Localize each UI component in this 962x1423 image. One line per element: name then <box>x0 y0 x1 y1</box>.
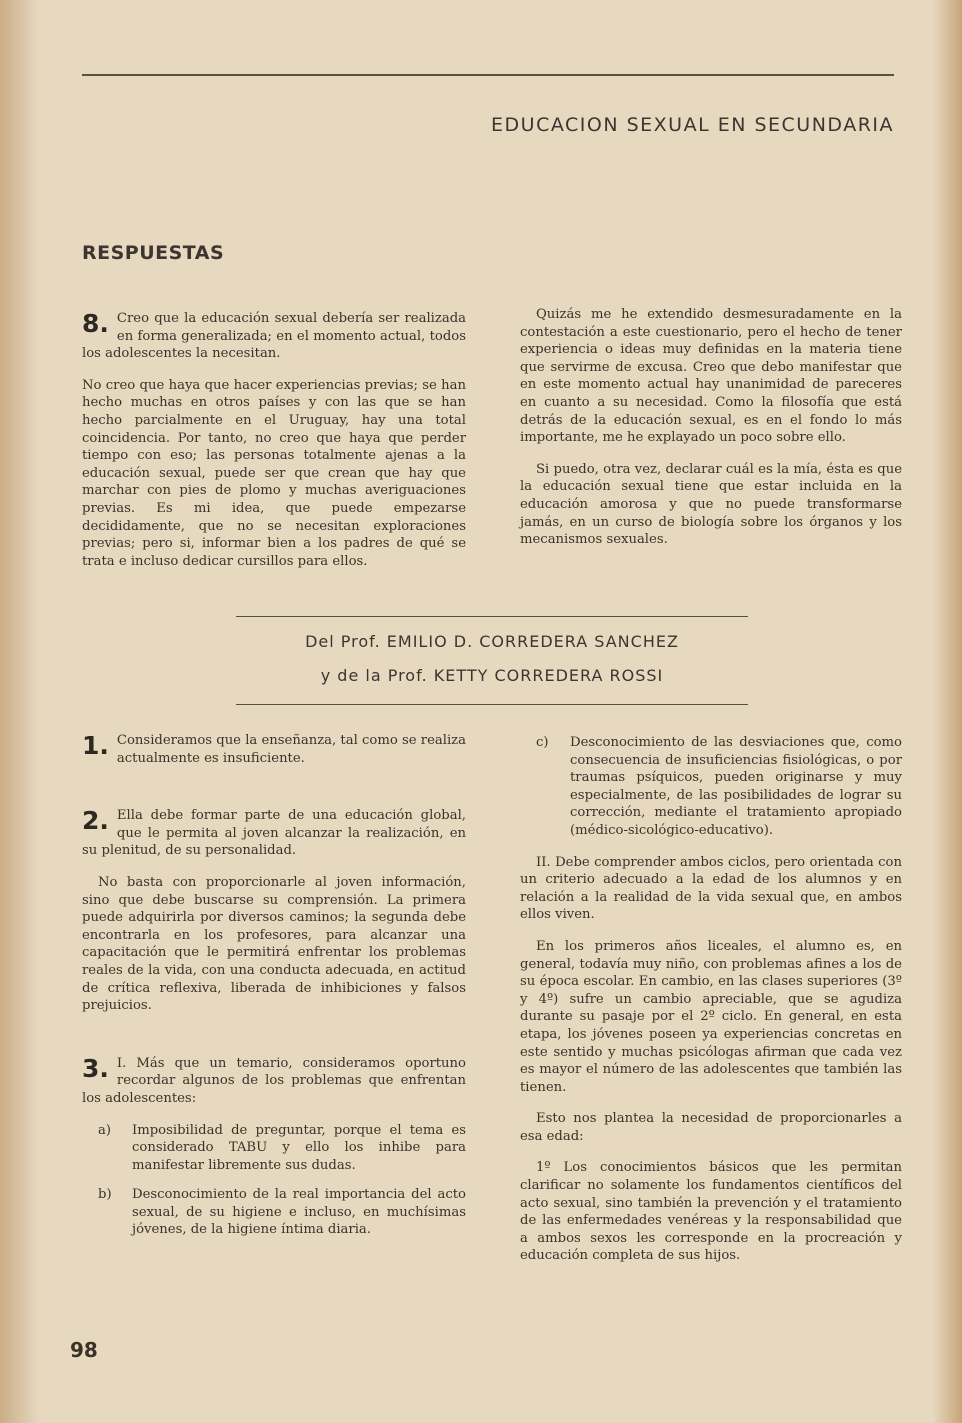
closing-paragraph-1: Quizás me he extendido desmesuradamente en la contestación a este cuestionario, pero el hecho de tener experiencia o ideas muy definidas en la materia tiene que servirme de excusa. Creo que debo manifestar que en este momento actual hay unanimidad de pareceres en cuanto a su necesidad. Como la filosofía que está detrás de la educación sexual, es en el fondo lo más importante, me he explayado un poco sobre ello. <box>520 307 902 446</box>
byline-top-rule <box>236 616 748 617</box>
answer-8-text: Creo que la educación sexual debería ser realizada en forma generalizada; en el momento actual, todos los adolescentes la necesitan. <box>82 311 466 362</box>
section-ii-paragraph-3: Esto nos plantea la necesidad de proporcionarles a esa edad: <box>520 1111 902 1144</box>
running-header-title: EDUCACION SEXUAL EN SECUNDARIA <box>491 114 894 136</box>
list-marker: b) <box>98 1187 112 1203</box>
block2-left-column <box>82 732 466 1251</box>
section-ii-paragraph-2: En los primeros años liceales, el alumno es, en general, todavía muy niño, con problemas afines a los de su época escolar. En cambio, en las clases superiores (3º y 4º) sufre un cambio apreciable, que se agudiza durante su pasaje por el 2º ciclo. En general, en esta etapa, los jóvenes poseen ya experiencias concretas en este sentido y muchas psicólogas afirman que cada vez es mayor el número de las adolescentes que también las tienen. <box>520 938 902 1095</box>
block1-right-column <box>520 306 902 563</box>
header-rule <box>82 74 894 76</box>
byline-bottom-rule <box>236 704 748 705</box>
block1-left-column <box>82 310 466 584</box>
answer-number-3: 3. <box>82 1053 109 1083</box>
list-item-text: Desconocimiento de la real importancia del acto sexual, de su higiene e incluso, en muchísimas jóvenes, de la higiene íntima diaria. <box>132 1187 466 1238</box>
answer-3-paragraph <box>82 1055 466 1108</box>
problem-list <box>82 1122 466 1240</box>
answer-3-text: I. Más que un temario, consideramos oportuno recordar algunos de los problemas que enfrentan los adolescentes: <box>82 1055 466 1106</box>
byline-line-2: y de la Prof. KETTY CORREDERA ROSSI <box>320 666 664 685</box>
answer-8-paragraph-2: No creo que haya que hacer experiencias previas; se han hecho muchas en otros países y con las que se han hecho parcialmente en el Uruguay, hay una total coincidencia. Por tanto, no creo que haya que perder tiempo con eso; las personas totalmente ajenas a la educación sexual, puede ser que crean que hay que marchar con pies de plomo y muchas averiguaciones previas. Es mi idea, que puede empezarse decididamente, que no se necesitan exploraciones previas; pero si, informar bien a los padres de qué se trata e incluso dedicar cursillos para ellos. <box>82 377 466 569</box>
list-item-text: Desconocimiento de las desviaciones que, como consecuencia de insuficiencias fisiológicas, o por traumas psíquicos, pueden originarse y muy especialmente, de las posibilidades de lograr su corrección, mediante el tratamiento apropiado (médico-sicológico-educativo). <box>570 735 902 838</box>
answer-2-paragraph-2: No basta con proporcionarle al joven información, sino que debe buscarse su comprensión. La primera puede adquirirla por diversos caminos; la segunda debe encontrarla en los profesores, para alcanzar una capacitación que le permitirá enfrentar los problemas reales de la vida, con una conducta adecuada, en actitud de crítica reflexiva, liberada de inhibiciones y falsos prejuicios. <box>82 874 466 1014</box>
answer-number-2: 2. <box>82 806 109 836</box>
list-marker: a) <box>98 1122 112 1138</box>
list-item <box>98 1186 466 1239</box>
list-marker: c) <box>536 735 549 750</box>
section-ii-paragraph: II. Debe comprender ambos ciclos, pero orientada con un criterio adecuado a la edad de los alumnos y en relación a la realidad de la vida sexual que, en ambos ellos viven. <box>520 854 902 923</box>
list-item-text: Imposibilidad de preguntar, porque el tema es considerado TABU y ello los inhibe para manifestar libremente sus dudas. <box>132 1122 466 1173</box>
answer-8-paragraph <box>82 310 466 363</box>
answer-number-8: 8. <box>82 309 109 338</box>
page-edge-right <box>932 0 962 1423</box>
list-item <box>98 1122 466 1175</box>
page-edge-left <box>0 0 40 1423</box>
section-title: RESPUESTAS <box>82 242 225 264</box>
page-number: 98 <box>70 1338 98 1362</box>
byline-line-1: Del Prof. EMILIO D. CORREDERA SANCHEZ <box>305 632 679 651</box>
answer-2-text: Ella debe formar parte de una educación global, que le permita al joven alcanzar la realización, en su plenitud, de su personalidad. <box>82 808 466 859</box>
closing-paragraph-2: Si puedo, otra vez, declarar cuál es la mía, ésta es que la educación sexual tiene que estar incluida en la educación amorosa y que no puede transformarse jamás, en un curso de biología sobre los órganos y los mecanismos sexuales. <box>520 461 902 548</box>
answer-number-1: 1. <box>82 731 109 760</box>
block2-right-column <box>520 734 902 1279</box>
answer-2-paragraph <box>82 807 466 860</box>
answer-1-text: Consideramos que la enseñanza, tal como se realiza actualmente es insuficiente. <box>116 733 466 766</box>
list-item <box>520 734 902 840</box>
answer-1-paragraph <box>82 732 466 767</box>
section-ii-paragraph-4: 1º Los conocimientos básicos que les permitan clarificar no solamente los fundamentos científicos del acto sexual, sino también la prevención y el tratamiento de las enfermedades venéreas y la responsabilidad que a ambos sexos les corresponde en la procreación y educación completa de sus hijos. <box>520 1160 902 1264</box>
